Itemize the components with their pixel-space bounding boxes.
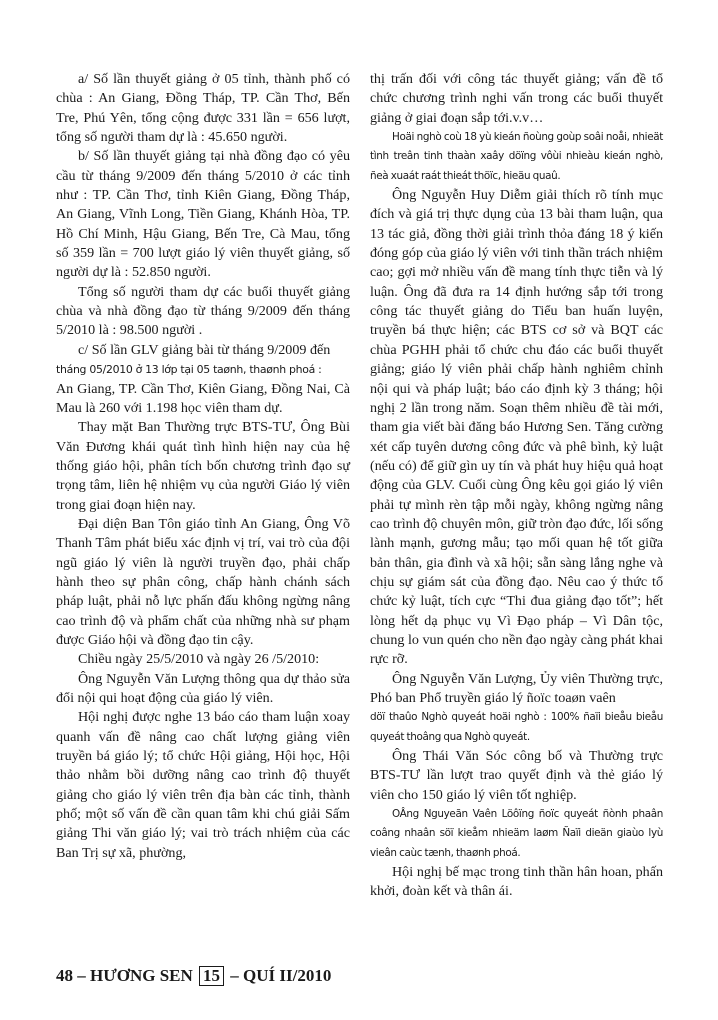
paragraph: Thay mặt Ban Thường trực BTS-TƯ, Ông Bùi Văn Đương khái quát tình hình hiện nay của hệ thống giáo hội, phân tích bốn chương trình đạo sự trọng tâm, liên hệ nhiệm vụ của người Giáo lý viên trong giai đoạn hiện nay.: [56, 419, 350, 513]
paragraph: thị trấn đối với công tác thuyết giảng; vấn đề tổ chức chương trình nghi vấn trong các buổi thuyết giảng ở giai đoạn sắp tới.v.v…: [370, 71, 663, 126]
paragraph: Hoäi nghò coù 18 yù kieán ñoùng goùp soâi noåi, nhieät tình treân tinh thaàn xaây döïng vôùi nhieàu kieán nghò, ñeà xuaát raát thieát thöïc, hieäu quaû.: [370, 131, 663, 182]
paragraph: Ông Thái Văn Sóc công bố và Thường trực BTS-TƯ lần lượt trao quyết định và thẻ giáo lý viên cho 150 giáo lý viên tốt nghiệp.: [370, 748, 663, 803]
paragraph: Chiều ngày 25/5/2010 và ngày 26 /5/2010:: [78, 651, 320, 668]
paragraph: a/ Số lần thuyết giảng ở 05 tỉnh, thành phố có chùa : An Giang, Đồng Tháp, TP. Cần Thơ, Bến Tre, Phú Yên, tổng cộng được 331 lần = 656 lượt, tổng số người tham dự là : 45.650 người.: [56, 71, 350, 146]
issue-number: 15: [199, 966, 224, 986]
issue-period: QUÍ II/2010: [243, 966, 332, 985]
page-number: 48: [56, 966, 73, 985]
paragraph: An Giang, TP. Cần Thơ, Kiên Giang, Đồng Nai, Cà Mau là 260 với 1.198 học viên tham dự.: [56, 380, 350, 416]
paragraph: Ông Nguyễn Huy Diễm giải thích rõ tính mục đích và giá trị thực dụng của 13 bài tham luận, qua 13 tác giả, đồng thời giải trình thỏa đáng 18 ý kiến đóng góp của giáo lý viên với tinh thần trách nhiệm cao; gợi mở nhiều vấn đề mang tính thực tiễn và lý luận. Ông đã đưa ra 14 định hướng sắp tới trong công tác thuyết giảng do Tiểu ban huấn luyện, truyền bá thực hiện; các BTS cơ sở và BQT các chùa PGHH phải tổ chức chu đáo các buổi thuyết giảng; giáo lý viên phải chấp hành nghiêm chỉnh nội qui và pháp luật; báo cáo định kỳ 3 tháng; hội nghị 2 lần trong năm. Soạn thêm nhiều đề tài mới, tham gia viết bài đăng báo Hương Sen. Tăng cường xét cấp tuyên dương công đức và phê bình, kỷ luật (nếu có) để giữ gìn uy tín và phát huy hiệu quả hoạt động của GLV. Cuối cùng Ông kêu gọi giáo lý viên phải tự mình rèn tập mỗi ngày, không ngừng nâng cao trình độ chuyên môn, giữ tròn đạo đức, lối sống lành mạnh, gương mẫu; tạo mối quan hệ tốt giữa bản thân, gia đình và xã hội; sẵn sàng lắng nghe và chịu sự giám sát của đồng đạo. Nêu cao ý thức tổ chức kỷ luật, tích cực “Thi đua giảng đạo tốt”; hết lòng hết dạ phục vụ Vì Đạo pháp – Vì Dân tộc, chung lo vun quén cho nền đạo ngày càng phát khai rực rỡ.: [370, 187, 663, 668]
paragraph: Tổng số người tham dự các buổi thuyết giảng chùa và nhà đồng đạo từ tháng 9/2009 đến tháng 5/2010 là : 98.500 người .: [56, 283, 350, 339]
paragraph: döï thaûo Nghò quyeát hoäi nghò : 100% ñaïi bieåu bieåu quyeát thoâng qua Nghò quyeát.: [370, 711, 663, 743]
left-column: [56, 70, 350, 863]
paragraph: Ông Nguyễn Văn Lượng, Ủy viên Thường trực, Phó ban Phổ truyền giáo lý ñoïc toaøn vaên: [370, 670, 663, 706]
paragraph: b/ Số lần thuyết giảng tại nhà đồng đạo có yêu cầu từ tháng 9/2009 đến tháng 5/2010 ở các tỉnh như : TP. Cần Thơ, tỉnh Kiên Giang, Đồng Tháp, An Giang, Vĩnh Long, Tiền Giang, Khánh Hòa, TP. Hồ Chí Minh, Hậu Giang, Bến Tre, Cà Mau, tổng số 359 lần = 700 lượt giáo lý viên thuyết giảng, số người dự là : 52.850 người.: [56, 148, 350, 281]
paragraph: Hội nghị được nghe 13 báo cáo tham luận xoay quanh vấn đề nâng cao chất lượng giảng viên truyền bá giáo lý; tổ chức Hội giảng, Hội học, Hội thảo nhằm bồi dưỡng nâng cao trình độ thuyết giảng cho giáo lý viên trên địa bàn các tỉnh, thành phố; một số vấn đề cần quan tâm khi chú giải Sấm giảng Thi văn giáo lý; vai trò trách nhiệm của các Ban Trị sự xã, phường,: [56, 709, 350, 861]
paragraph: Đại diện Ban Tôn giáo tỉnh An Giang, Ông Võ Thanh Tâm phát biểu xác định vị trí, vai trò của đội ngũ giáo lý viên là người truyền đạo, phải chấp hành theo sự phân công, chấp hành chánh sách pháp luật, phải nỗ lực phấn đấu không ngừng nâng cao trình độ và phẩm chất của những nhà sư phạm được Giáo hội và đồng đạo tin cậy.: [56, 515, 350, 648]
right-column: [370, 70, 663, 902]
paragraph: c/ Số lần GLV giảng bài từ tháng 9/2009 đến: [78, 341, 331, 358]
page-footer: [56, 966, 331, 986]
magazine-title: HƯƠNG SEN: [90, 966, 193, 985]
footer-separator: –: [230, 966, 239, 985]
footer-separator: –: [77, 966, 86, 985]
paragraph: OÂng Nguyeãn Vaên Löôïng ñoïc quyeát ñònh phaân coâng nhaân söï kieåm nhieäm laøm Ñaïi dieän giaùo lyù vieân caùc tænh, thaønh phoá.: [370, 808, 663, 859]
paragraph: Hội nghị bế mạc trong tinh thần hân hoan, phấn khởi, đoàn kết và thân ái.: [370, 864, 663, 900]
paragraph: tháng 05/2010 ở 13 lớp tại 05 taønh, thaønh phoá :: [56, 363, 322, 377]
paragraph: Ông Nguyễn Văn Lượng thông qua dự thảo sửa đổi nội qui hoạt động của giáo lý viên.: [56, 670, 350, 706]
